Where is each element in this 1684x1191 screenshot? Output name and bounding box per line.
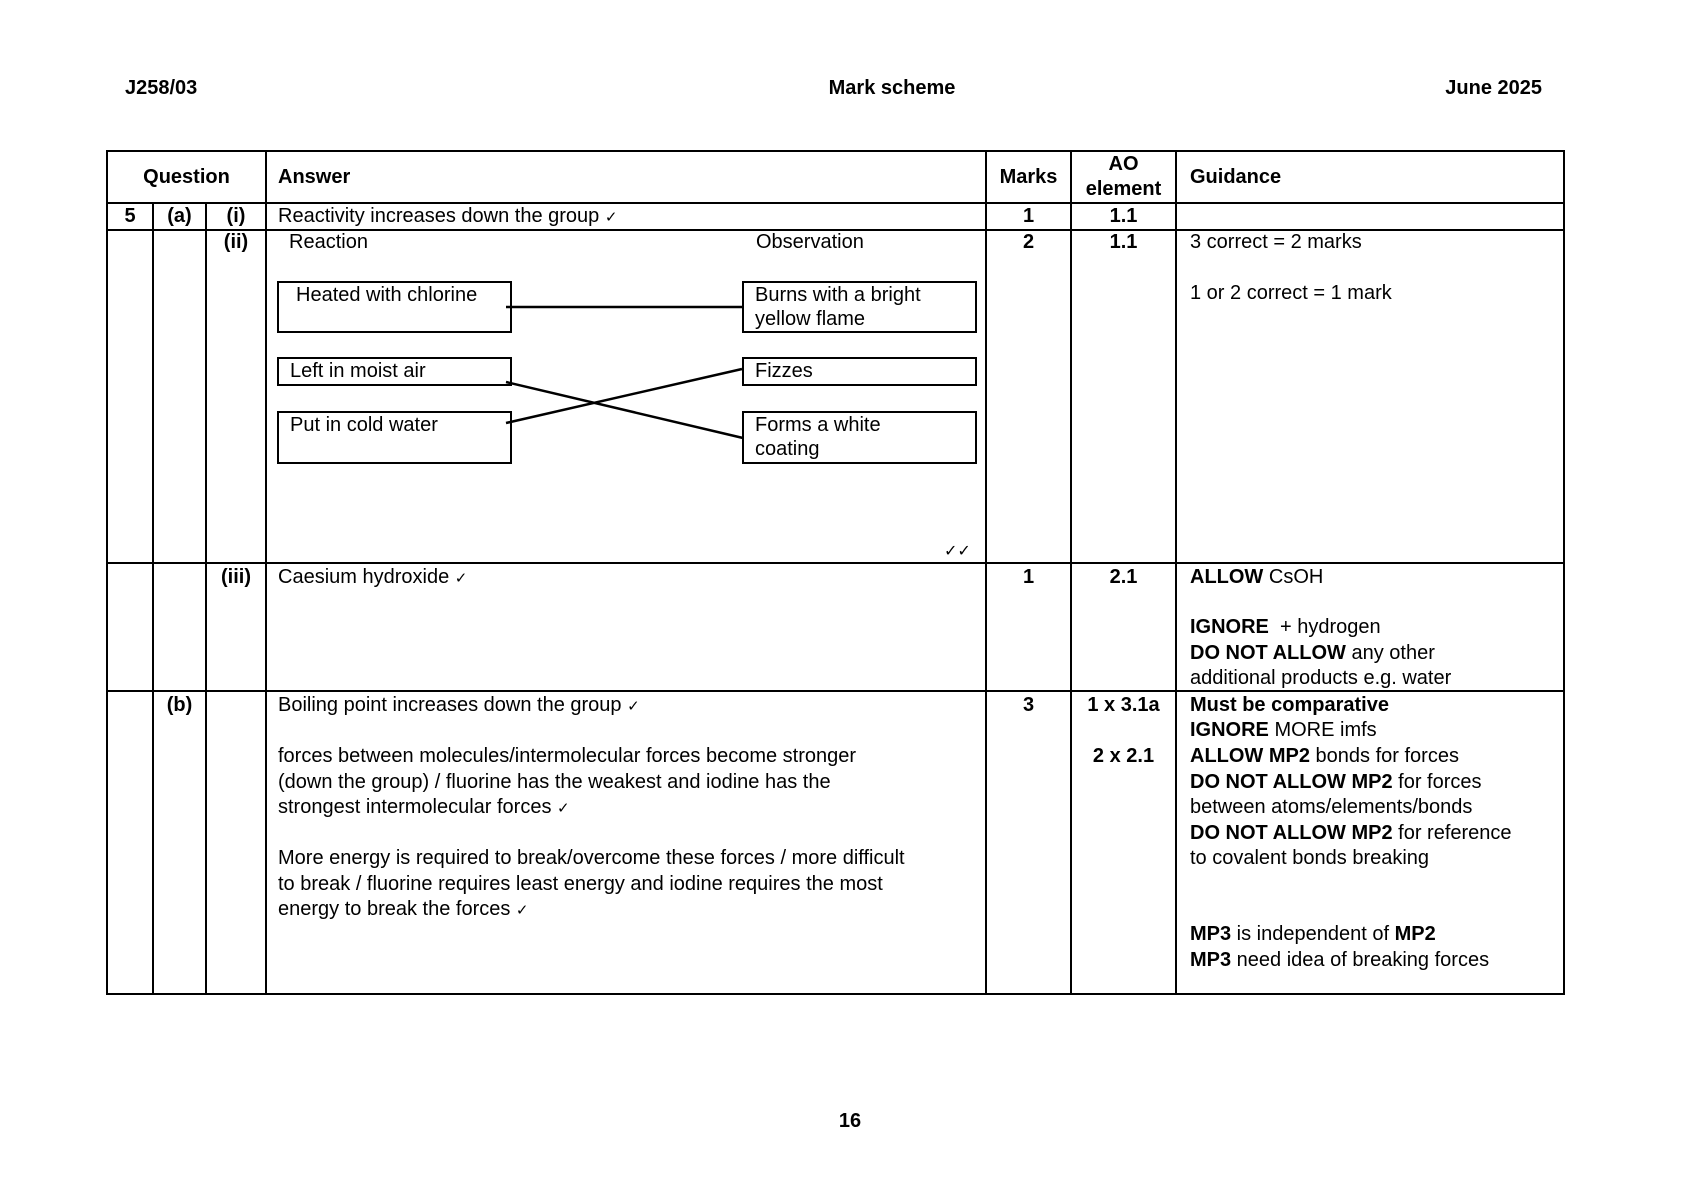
guidance-line2	[1190, 718, 1377, 744]
ao-value: 1.1	[1109, 205, 1138, 227]
guidance-line5: between atoms/elements/bonds	[1190, 796, 1473, 818]
header-marks: Marks	[999, 166, 1058, 188]
answer-mp3-line3	[278, 897, 529, 924]
guidance-text: for reference	[1392, 822, 1512, 844]
double-tick-icon: ✓✓	[944, 541, 971, 560]
guidance-text: any other	[1345, 642, 1435, 664]
answer-statement: Caesium hydroxide	[278, 566, 450, 588]
answer-text	[278, 565, 467, 592]
answer-statement: Reactivity increases down the group	[278, 205, 600, 227]
guidance-line3	[1190, 744, 1459, 770]
reaction-label: Put in cold water	[290, 414, 438, 436]
document-title: Mark scheme	[828, 77, 956, 99]
link-cold-water-to-fizzes	[506, 369, 742, 423]
answer-statement: strongest intermolecular forces	[278, 796, 552, 818]
question-subpart: (i)	[226, 205, 246, 227]
guidance-keyword: IGNORE	[1190, 616, 1269, 638]
guidance-continuation: additional products e.g. water	[1190, 667, 1452, 689]
guidance-ignore	[1190, 615, 1381, 641]
marks-value: 1	[1022, 205, 1035, 227]
ao-value: 1.1	[1109, 231, 1138, 253]
guidance-do-not-allow	[1190, 641, 1435, 667]
guidance-text: bonds for forces	[1310, 745, 1459, 767]
marks-value: 3	[1022, 694, 1035, 716]
observation-label-line2: coating	[755, 438, 820, 460]
header-ao-line1: AO	[1108, 153, 1139, 175]
marks-value: 2	[1022, 231, 1035, 253]
ao-value: 2.1	[1109, 566, 1138, 588]
link-moist-air-to-white-coating	[506, 382, 743, 438]
header-ao-line2: element	[1085, 178, 1162, 200]
guidance-line8	[1190, 922, 1436, 948]
guidance-keyword: MP3	[1190, 949, 1232, 971]
guidance-keyword: ALLOW	[1190, 566, 1264, 588]
answer-mp3-line2: to break / fluorine requires least energy and iodine requires the most	[278, 873, 883, 895]
answer-mp3-line1: More energy is required to break/overcome these forces / more difficult	[278, 847, 905, 869]
guidance-text: + hydrogen	[1268, 616, 1381, 638]
guidance-line7: to covalent bonds breaking	[1190, 847, 1430, 869]
header-answer: Answer	[278, 166, 351, 188]
tick-icon: ✓	[454, 569, 468, 587]
guidance-line6	[1190, 821, 1512, 847]
tick-icon: ✓	[557, 799, 570, 817]
observation-heading: Observation	[756, 231, 864, 253]
ao-value-line2: 2 x 2.1	[1092, 745, 1155, 767]
guidance-keyword: DO NOT ALLOW MP2	[1190, 771, 1393, 793]
guidance-line9	[1190, 948, 1489, 974]
observation-label-line2: yellow flame	[755, 308, 866, 330]
tick-icon: ✓	[627, 697, 640, 715]
guidance-allow	[1190, 565, 1323, 591]
guidance-text: need idea of breaking forces	[1231, 949, 1490, 971]
tick-icon: ✓	[604, 208, 618, 226]
question-number: 5	[124, 205, 136, 227]
paper-code: J258/03	[125, 77, 198, 99]
guidance-line2: 1 or 2 correct = 1 mark	[1190, 282, 1392, 304]
observation-label: Fizzes	[755, 360, 813, 382]
answer-mp2-line3	[278, 795, 570, 822]
observation-label-line1: Burns with a bright	[755, 284, 921, 306]
question-subpart: (ii)	[223, 231, 249, 253]
guidance-keyword: ALLOW MP2	[1190, 745, 1310, 767]
tick-icon: ✓	[515, 901, 529, 919]
guidance-keyword: MP2	[1394, 923, 1436, 945]
guidance-text: is independent of	[1231, 923, 1395, 945]
observation-label-line1: Forms a white	[755, 414, 881, 436]
guidance-keyword: IGNORE	[1190, 719, 1269, 741]
marks-value: 1	[1022, 566, 1035, 588]
question-subpart: (iii)	[221, 566, 251, 588]
guidance-text: CsOH	[1263, 566, 1324, 588]
answer-mp1	[278, 693, 640, 720]
guidance-text: for forces	[1392, 771, 1482, 793]
question-part: (b)	[166, 694, 193, 716]
guidance-line1: Must be comparative	[1190, 694, 1389, 716]
reaction-label: Left in moist air	[290, 360, 426, 382]
reaction-heading: Reaction	[289, 231, 368, 253]
ao-value-line1: 1 x 3.1a	[1087, 694, 1160, 716]
guidance-line4	[1190, 770, 1482, 796]
answer-statement: Boiling point increases down the group	[278, 694, 622, 716]
answer-mp2-line1: forces between molecules/intermolecular forces become stronger	[278, 745, 857, 767]
guidance-text: MORE imfs	[1268, 719, 1377, 741]
guidance-keyword: DO NOT ALLOW MP2	[1190, 822, 1393, 844]
page-number: 16	[838, 1110, 862, 1132]
guidance-line1: 3 correct = 2 marks	[1190, 231, 1362, 253]
guidance-keyword: DO NOT ALLOW	[1190, 642, 1346, 664]
exam-date: June 2025	[1445, 77, 1542, 99]
reaction-label: Heated with chlorine	[296, 284, 478, 306]
answer-statement: energy to break the forces	[278, 898, 511, 920]
header-question: Question	[143, 166, 230, 188]
header-guidance: Guidance	[1190, 166, 1282, 188]
guidance-keyword: MP3	[1190, 923, 1232, 945]
answer-mp2-line2: (down the group) / fluorine has the weakest and iodine has the	[278, 771, 831, 793]
question-part: (a)	[167, 205, 192, 227]
